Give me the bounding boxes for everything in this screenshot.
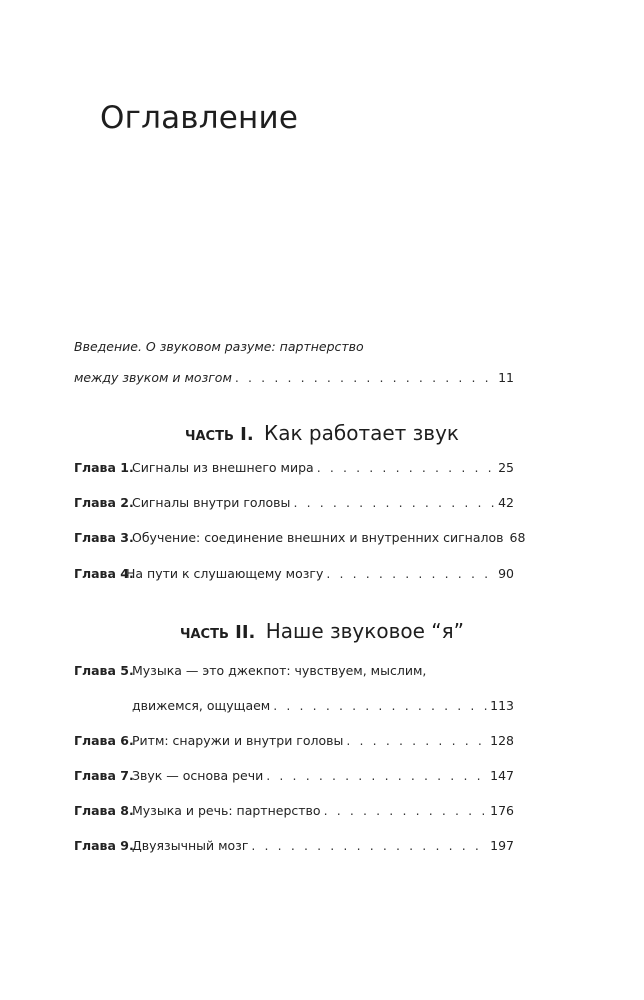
part-label: часть I. <box>184 424 254 445</box>
page-number: 128 <box>490 733 514 748</box>
chapter-number: Глава 5. <box>74 663 134 678</box>
chapter-number: Глава 9. <box>74 838 134 853</box>
dot-leader <box>326 566 495 581</box>
toc-entry-chapter-2[interactable] <box>74 495 514 510</box>
part-title: Наше звуковое “я” <box>265 619 465 643</box>
chapter-number: Глава 6. <box>74 733 134 748</box>
chapter-title: Сигналы внутри головы <box>132 495 291 510</box>
chapter-title: На пути к слушающему мозгу <box>126 566 324 581</box>
page-number: 11 <box>498 370 514 385</box>
chapter-number: Глава 7. <box>74 768 134 783</box>
toc-entry-chapter-7[interactable] <box>74 768 514 783</box>
dot-leader <box>293 495 495 510</box>
page-number: 42 <box>498 495 514 510</box>
chapter-number: Глава 8. <box>74 803 134 818</box>
page-number: 68 <box>509 530 526 545</box>
intro-title-line2: между звуком и мозгом <box>74 370 232 385</box>
page-number: 90 <box>498 566 514 581</box>
page-number: 176 <box>490 803 514 818</box>
part-label: часть II. <box>179 622 256 643</box>
toc-entry-chapter-4[interactable] <box>74 566 514 581</box>
toc-entry-chapter-6[interactable] <box>74 733 514 748</box>
page-number: 197 <box>490 838 514 853</box>
part-title: Как работает звук <box>264 421 460 445</box>
chapter-title: Двуязычный мозг <box>132 838 249 853</box>
intro-title-line1: Введение. О звуковом разуме: партнерство <box>74 339 364 354</box>
chapter-title: Звук — основа речи <box>132 768 264 783</box>
page-number: 25 <box>498 460 514 475</box>
dot-leader <box>235 370 495 385</box>
toc-entry-chapter-3[interactable] <box>74 530 526 545</box>
dot-leader <box>251 838 487 853</box>
chapter-title-line1: Музыка — это джекпот: чувствуем, мыслим, <box>132 663 427 678</box>
chapter-title: Сигналы из внешнего мира <box>132 460 314 475</box>
page-title: Оглавление <box>100 100 299 136</box>
chapter-number: Глава 2. <box>74 495 134 510</box>
chapter-title: Музыка и речь: партнерство <box>132 803 321 818</box>
part-2-heading <box>0 619 644 643</box>
toc-entry-intro[interactable] <box>74 370 514 385</box>
chapter-number: Глава 1. <box>74 460 134 475</box>
chapter-number: Глава 4. <box>74 566 134 581</box>
toc-entry-chapter-1[interactable] <box>74 460 514 475</box>
chapter-number: Глава 3. <box>74 530 134 545</box>
chapter-title: Ритм: снаружи и внутри головы <box>132 733 344 748</box>
toc-entry-chapter-5-line1[interactable] <box>74 663 514 678</box>
page-number: 147 <box>490 768 514 783</box>
page-number: 113 <box>490 698 514 713</box>
dot-leader <box>346 733 487 748</box>
dot-leader <box>317 460 495 475</box>
chapter-title: движемся, ощущаем <box>132 698 271 713</box>
dot-leader <box>324 803 488 818</box>
part-1-heading <box>0 421 644 445</box>
chapter-title: Обучение: соединение внешних и внутренних сигналов <box>132 530 504 545</box>
dot-leader <box>266 768 487 783</box>
dot-leader <box>273 698 487 713</box>
toc-entry-chapter-9[interactable] <box>74 838 514 853</box>
toc-entry-chapter-8[interactable] <box>74 803 514 818</box>
toc-entry-chapter-5[interactable] <box>132 698 514 713</box>
